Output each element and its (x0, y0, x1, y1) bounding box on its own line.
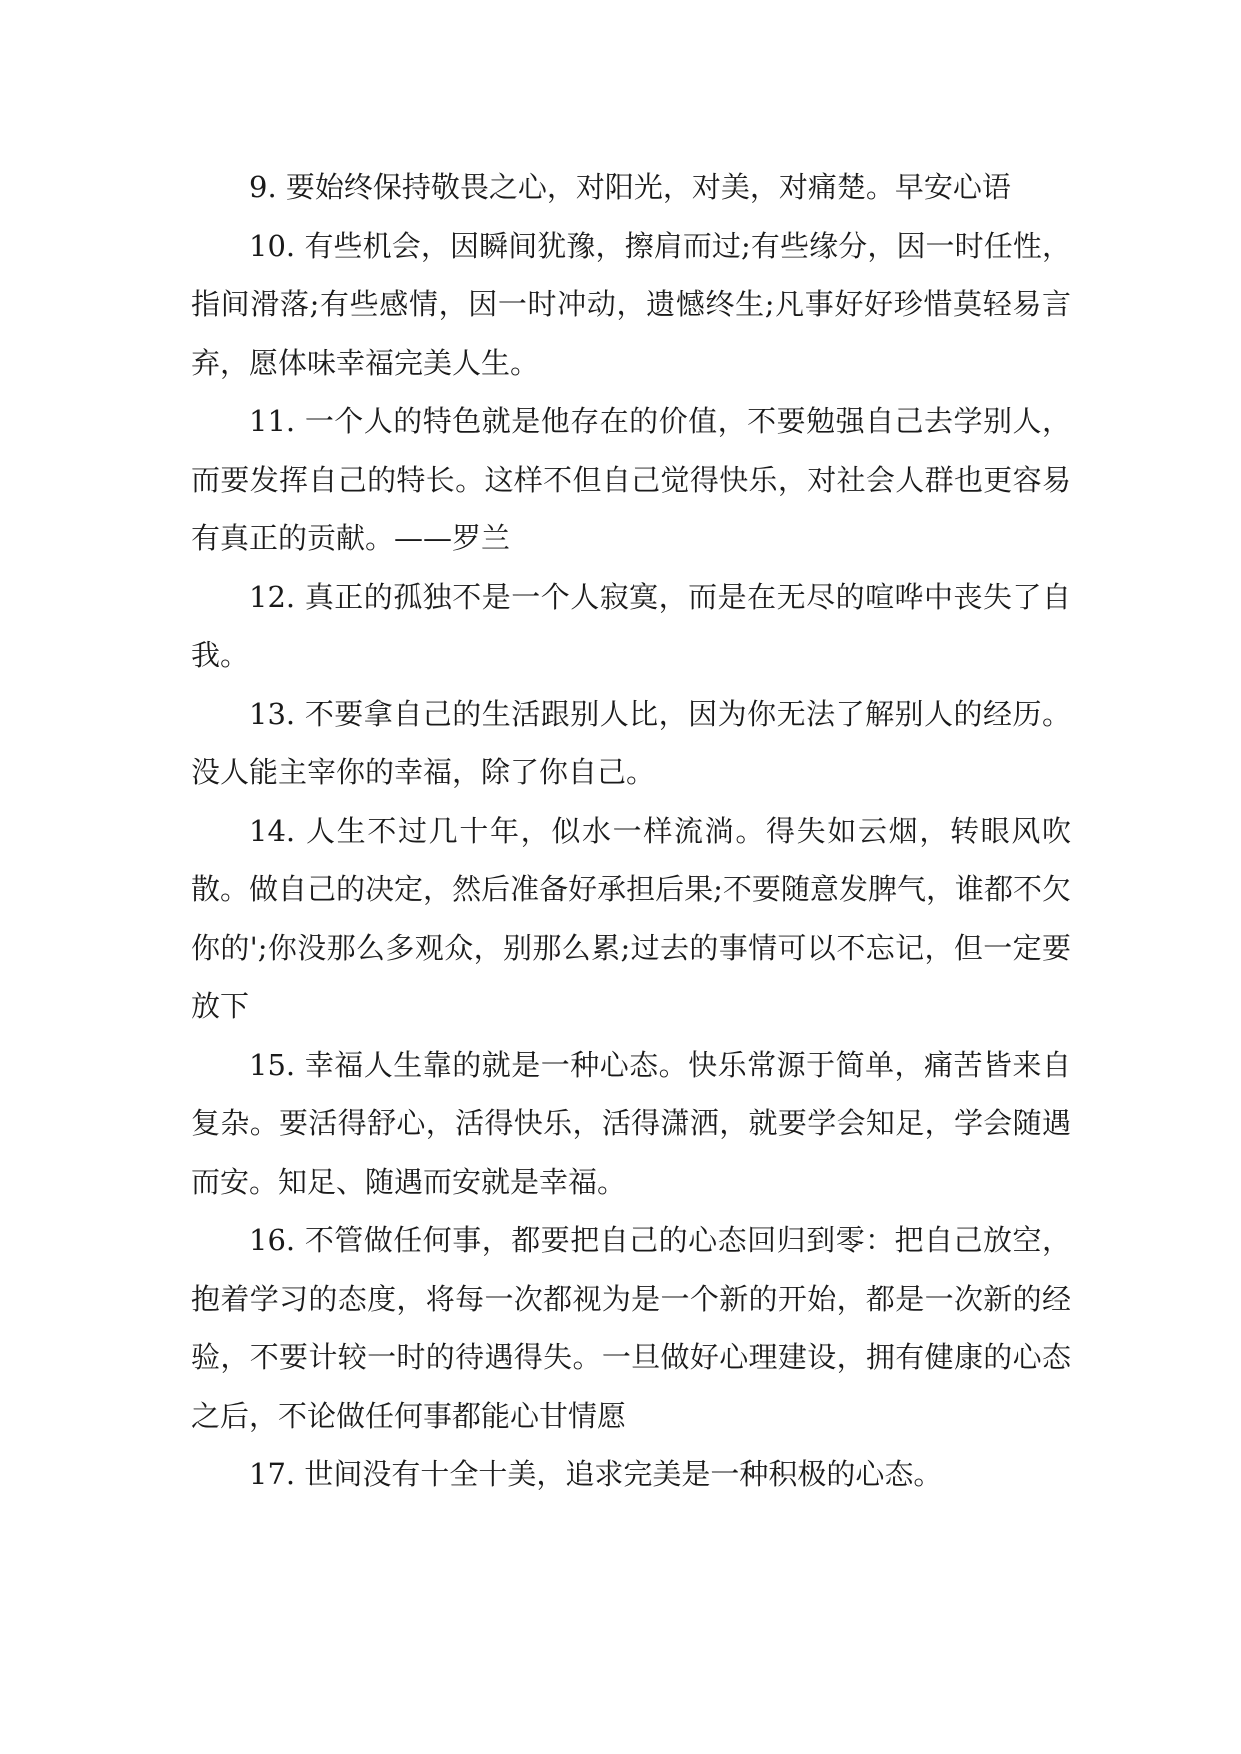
paragraph-item-14: 14. 人生不过几十年，似水一样流淌。得失如云烟，转眼风吹散。做自己的决定，然后准备好承担后果;不要随意发脾气，谁都不欠你的';你没那么多观众，别那么累;过去的事情可以不忘记，但一定要放下 (191, 813, 1071, 1023)
paragraph-item-11: 11. 一个人的特色就是他存在的价值，不要勉强自己去学别人，而要发挥自己的特长。这样不但自己觉得快乐，对社会人群也更容易有真正的贡献。——罗兰 (191, 404, 1071, 555)
paragraph-item-17: 17. 世间没有十全十美，追求完美是一种积极的心态。 (249, 1457, 943, 1491)
paragraph-item-12: 12. 真正的孤独不是一个人寂寞，而是在无尽的喧哗中丧失了自我。 (191, 579, 1071, 672)
document-body (191, 158, 1071, 1504)
paragraph-item-9: 9. 要始终保持敬畏之心，对阳光，对美，对痛楚。早安心语 (249, 170, 1011, 204)
paragraph-item-15: 15. 幸福人生靠的就是一种心态。快乐常源于简单，痛苦皆来自复杂。要活得舒心，活得快乐，活得潇洒，就要学会知足，学会随遇而安。知足、随遇而安就是幸福。 (191, 1047, 1071, 1199)
paragraph-item-10: 10. 有些机会，因瞬间犹豫，擦肩而过;有些缘分，因一时任性，指间滑落;有些感情，因一时冲动，遗憾终生;凡事好好珍惜莫轻易言弃，愿体味幸福完美人生。 (191, 228, 1071, 380)
paragraph-item-16: 16. 不管做任何事，都要把自己的心态回归到零：把自己放空，抱着学习的态度，将每一次都视为是一个新的开始，都是一次新的经验，不要计较一时的待遇得失。一旦做好心理建设，拥有健康的心态之后，不论做任何事都能心甘情愿 (191, 1223, 1071, 1433)
paragraph-item-13: 13. 不要拿自己的生活跟别人比，因为你无法了解别人的经历。没人能主宰你的幸福，除了你自己。 (191, 696, 1071, 789)
